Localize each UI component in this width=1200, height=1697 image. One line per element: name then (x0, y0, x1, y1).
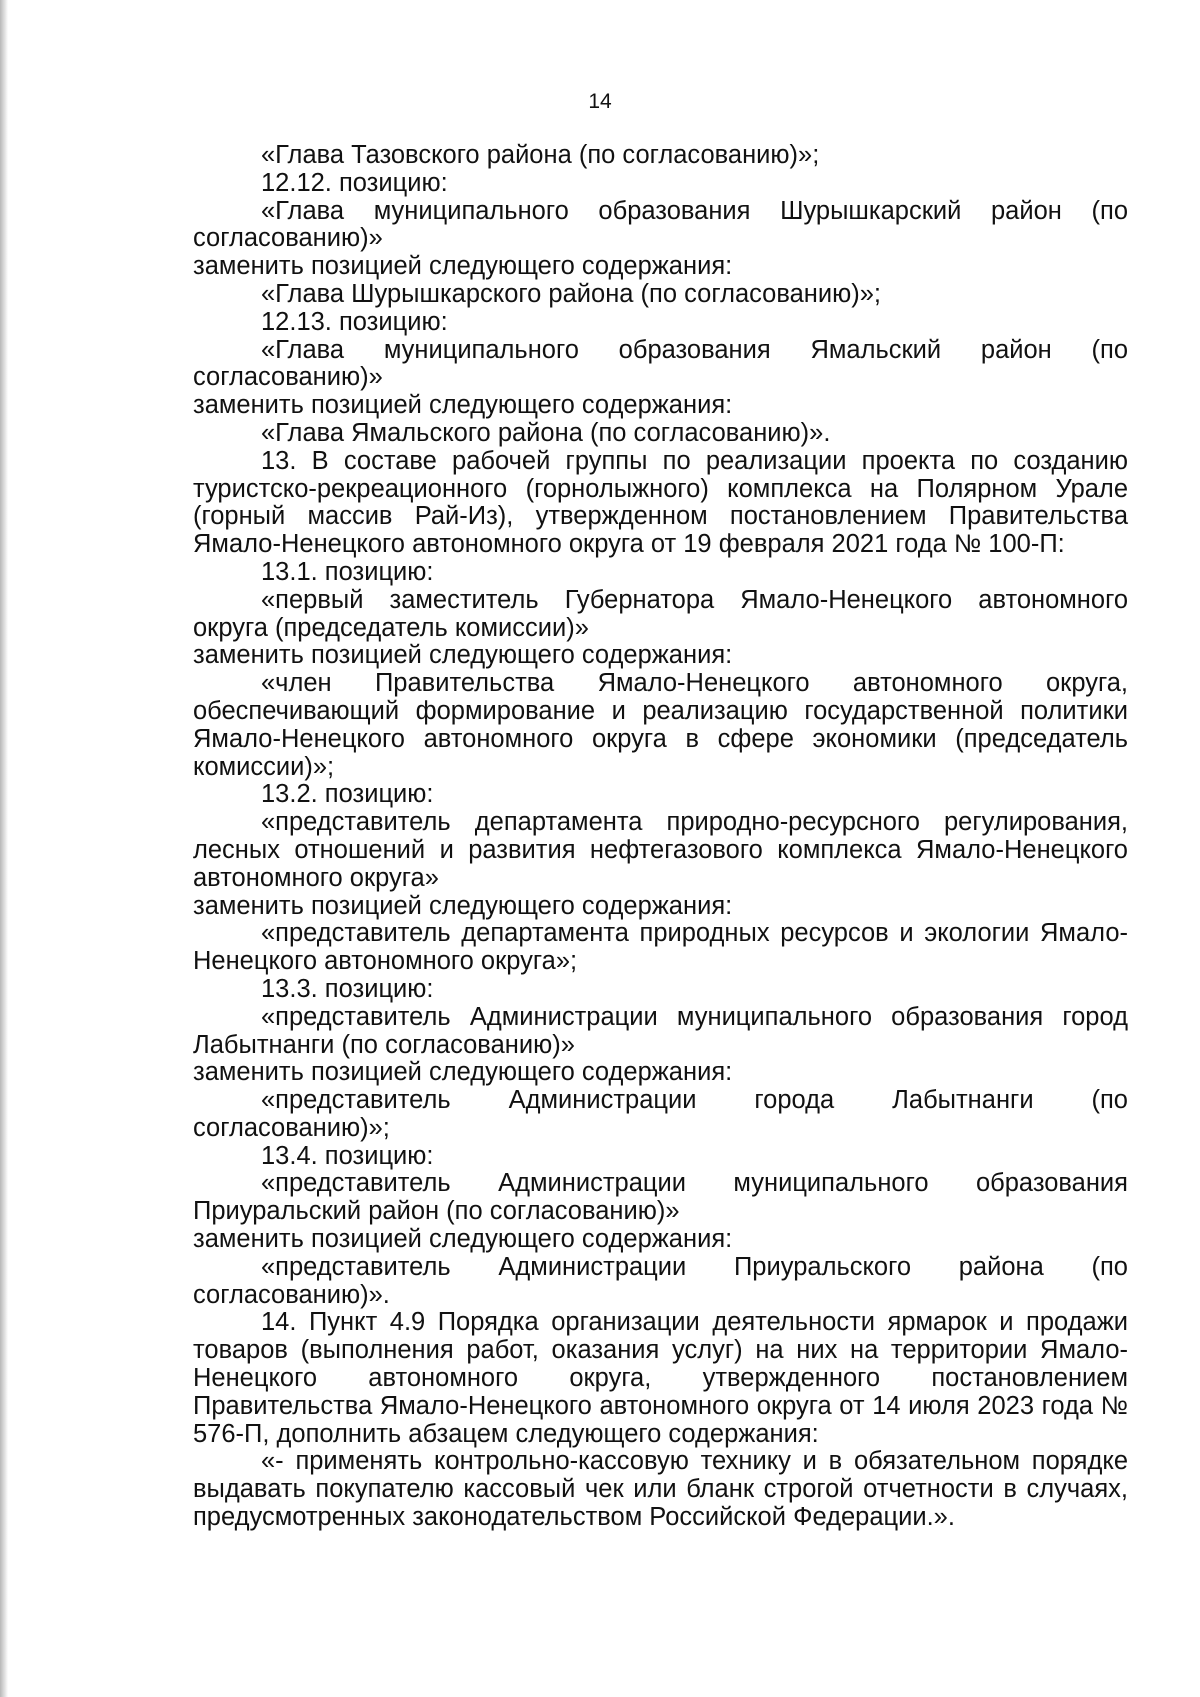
paragraph: «представитель департамента природных ресурсов и экологии Ямало-Ненецкого автономного округа»; (193, 919, 1128, 976)
scan-edge-shadow (0, 0, 8, 1697)
paragraph: «представитель Администрации муниципального образования Приуральский район (по согласованию)» (193, 1169, 1128, 1226)
paragraph: 12.13. позицию: (261, 307, 448, 336)
paragraph: заменить позицией следующего содержания: (193, 641, 733, 670)
paragraph: заменить позицией следующего содержания: (193, 1225, 733, 1254)
paragraph: 12.12. позицию: (261, 168, 448, 197)
paragraph: заменить позицией следующего содержания: (193, 891, 733, 920)
page-number: 14 (588, 90, 612, 113)
paragraph: заменить позицией следующего содержания: (193, 1058, 733, 1087)
paragraph: «представитель департамента природно-ресурсного регулирования, лесных отношений и развития нефтегазового комплекса Ямало-Ненецкого автономного округа» (193, 808, 1128, 892)
paragraph: 13.3. позицию: (261, 974, 434, 1003)
paragraph: заменить позицией следующего содержания: (193, 391, 733, 420)
paragraph: «представитель Администрации города Лабытнанги (по согласованию)»; (193, 1086, 1128, 1142)
document-body (193, 142, 1128, 1532)
paragraph: 13. В составе рабочей группы по реализации проекта по созданию туристско-рекреационного (горнолыжного) комплекса на Полярном Урале (горный массив Рай-Из), утвержденном постановлением Правительства Ямало-Ненецкого автономного округа от 19 февраля 2021 года № 100-П: (193, 446, 1128, 559)
paragraph: «первый заместитель Губернатора Ямало-Ненецкого автономного округа (председатель комиссии)» (193, 585, 1128, 642)
paragraph: «Глава Шурышкарского района (по согласованию)»; (261, 279, 882, 308)
paragraph: 13.1. позицию: (261, 557, 434, 586)
paragraph: «член Правительства Ямало-Ненецкого автономного округа, обеспечивающий формирование и реализацию государственной политики Ямало-Ненецкого автономного округа в сфере экономики (председатель комиссии)»; (193, 669, 1128, 781)
paragraph: «- применять контрольно-кассовую технику и в обязательном порядке выдавать покупателю кассовый чек или бланк строгой отчетности в случаях, предусмотренных законодательством Российской Федерации.». (193, 1447, 1128, 1532)
paragraph: «представитель Администрации Приуральского района (по согласованию)». (193, 1252, 1128, 1309)
paragraph: «представитель Администрации муниципального образования город Лабытнанги (по согласованию)» (193, 1002, 1128, 1059)
paragraph: 13.2. позицию: (261, 780, 434, 809)
paragraph: «Глава Тазовского района (по согласованию)»; (261, 141, 820, 169)
paragraph: заменить позицией следующего содержания: (193, 252, 733, 281)
paragraph: 13.4. позицию: (261, 1141, 434, 1170)
paragraph: «Глава муниципального образования Шурышкарский район (по согласованию)» (193, 196, 1128, 253)
paragraph: «Глава муниципального образования Ямальский район (по согласованию)» (193, 335, 1128, 392)
paragraph: 14. Пункт 4.9 Порядка организации деятельности ярмарок и продажи товаров (выполнения работ, оказания услуг) на них на территории Ямало-Ненецкого автономного округа, утвержденного постановлением Правительства Ямало-Ненецкого автономного округа от 14 июля 2023 года № 576-П, дополнить абзацем следующего содержания: (193, 1308, 1128, 1448)
paragraph: «Глава Ямальского района (по согласованию)». (261, 418, 831, 447)
